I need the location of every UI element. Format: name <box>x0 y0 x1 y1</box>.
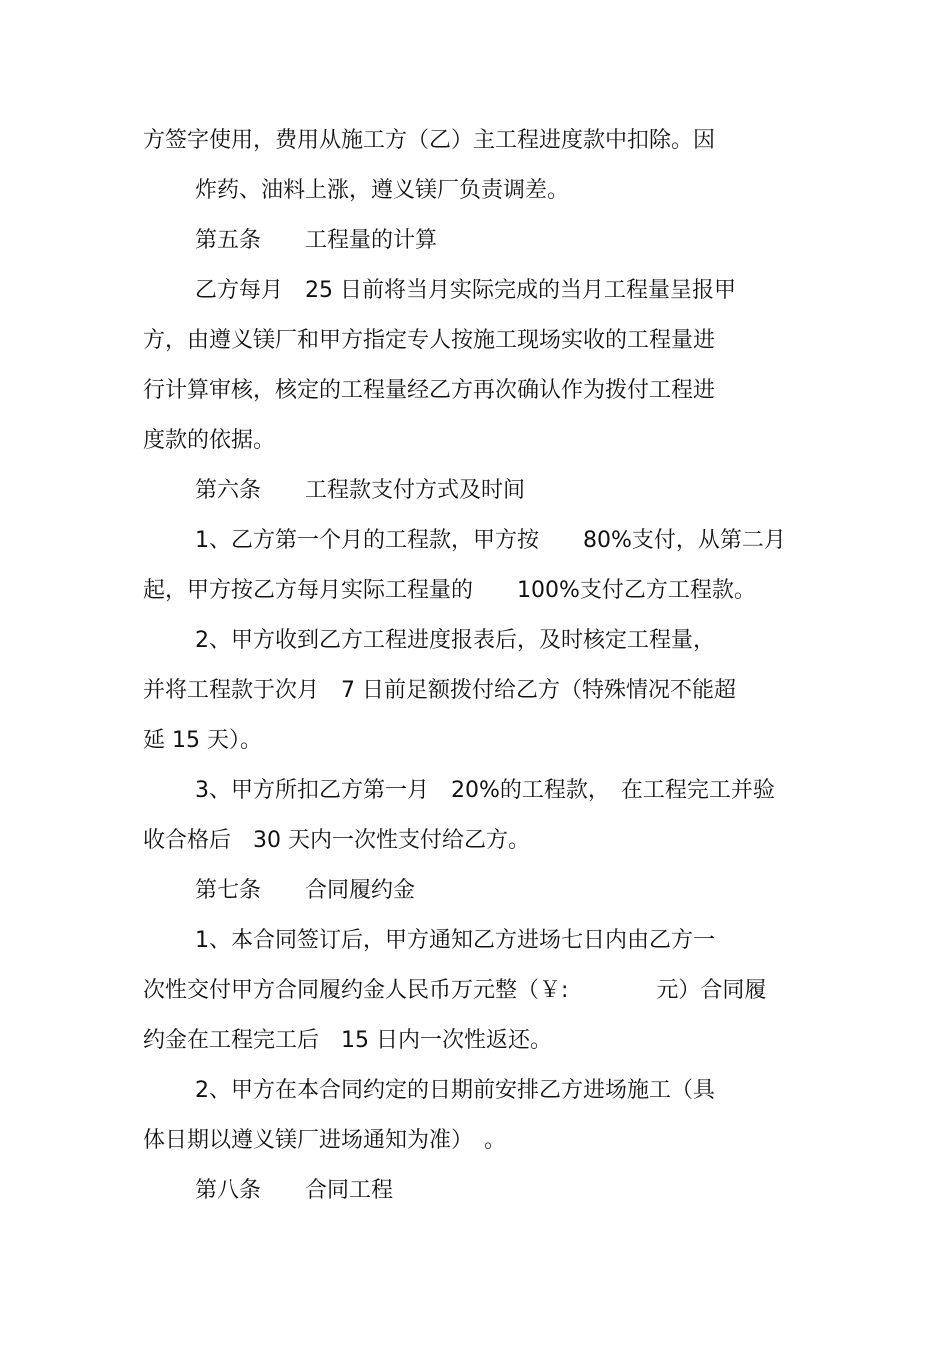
paragraph-line: 乙方每月 25 日前将当月实际完成的当月工程量呈报甲 <box>195 278 736 303</box>
article-heading: 第七条 合同履约金 <box>195 878 416 903</box>
paragraph-line: 行计算审核，核定的工程量经乙方再次确认作为拨付工程进 <box>143 378 716 403</box>
paragraph-line: 体日期以遵义镁厂进场通知为准） 。 <box>143 1128 507 1153</box>
article-heading: 第六条 工程款支付方式及时间 <box>195 478 526 503</box>
paragraph-line: 起，甲方按乙方每月实际工程量的 100%支付乙方工程款。 <box>143 578 756 603</box>
paragraph-line: 次性交付甲方合同履约金人民币万元整（￥: 元）合同履 <box>143 978 767 1003</box>
paragraph-line: 1、乙方第一个月的工程款，甲方按 80%支付，从第二月 <box>195 528 786 553</box>
paragraph-line: 方签字使用，费用从施工方（乙）主工程进度款中扣除。因 <box>143 128 716 153</box>
article-heading: 第五条 工程量的计算 <box>195 228 438 253</box>
paragraph-line: 2、甲方收到乙方工程进度报表后，及时核定工程量， <box>195 628 715 653</box>
paragraph-line: 收合格后 30 天内一次性支付给乙方。 <box>143 828 530 853</box>
paragraph-line: 2、甲方在本合同约定的日期前安排乙方进场施工（具 <box>195 1078 715 1103</box>
paragraph-line: 3、甲方所扣乙方第一月 20%的工程款， 在工程完工并验 <box>195 778 775 803</box>
paragraph-line: 度款的依据。 <box>143 428 276 453</box>
paragraph-line: 炸药、油料上涨，遵义镁厂负责调差。 <box>195 178 570 203</box>
paragraph-line: 并将工程款于次月 7 日前足额拨付给乙方（特殊情况不能超 <box>143 678 736 703</box>
paragraph-line: 1、本合同签订后，甲方通知乙方进场七日内由乙方一 <box>195 928 715 953</box>
paragraph-line: 约金在工程完工后 15 日内一次性返还。 <box>143 1028 552 1053</box>
paragraph-line: 延 15 天）。 <box>143 728 262 753</box>
paragraph-line: 方，由遵义镁厂和甲方指定专人按施工现场实收的工程量进 <box>143 328 716 353</box>
article-heading: 第八条 合同工程 <box>195 1178 394 1203</box>
